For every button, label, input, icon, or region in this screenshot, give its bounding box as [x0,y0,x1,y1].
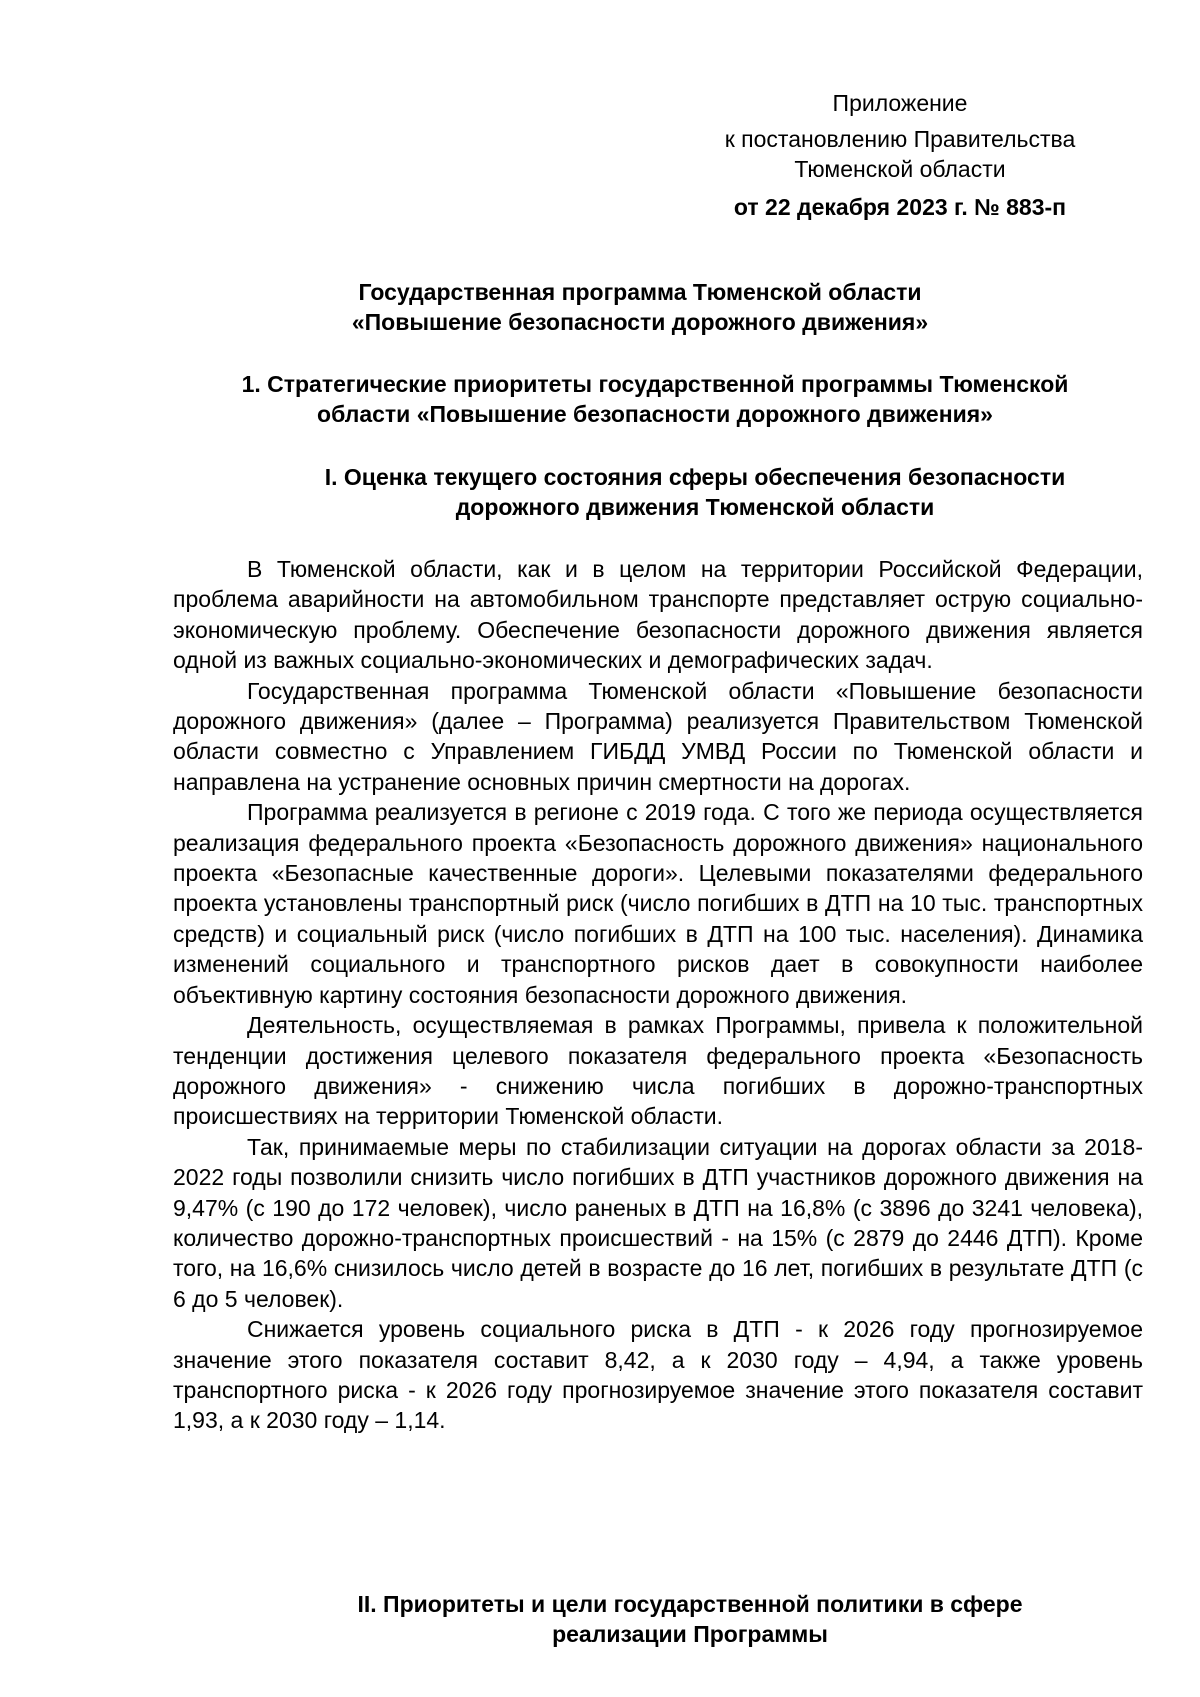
part1-title-line1: I. Оценка текущего состояния сферы обеспечения безопасности [324,464,1066,490]
paragraph: Государственная программа Тюменской области «Повышение безопасности дорожного движения» (далее – Программа) реализуется Правительством Тюменской области совместно с Управлением ГИБДД УМВД России по Тюменской области и направлена на устранение основных причин смертности на дорогах. [173,677,1143,795]
section1-title-line2: области «Повышение безопасности дорожного движения» [317,401,993,427]
paragraph: Снижается уровень социального риска в ДТП - к 2026 году прогнозируемое значение этого показателя составит 8,42, а к 2030 году – 4,94, а также уровень транспортного риска - к 2026 году прогнозируемое значение этого показателя составит 1,93, а к 2030 году – 1,14. [173,1316,1143,1434]
paragraph: Программа реализуется в регионе с 2019 года. С того же периода осуществляется реализация федерального проекта «Безопасность дорожного движения» национального проекта «Безопасные качественные дороги». Целевыми показателями федерального проекта установлены транспортный риск (число погибших в ДТП на 10 тыс. транспортных средств) и социальный риск (число погибших в ДТП на 100 тыс. населения). Динамика изменений социального и транспортного рисков дает в совокупности наиболее объективную картину состояния безопасности дорожного движения. [173,799,1143,1008]
appendix-label: Приложение [832,90,968,116]
appendix-region-line: Тюменской области [794,156,1006,182]
paragraph: Так, принимаемые меры по стабилизации ситуации на дорогах области за 2018-2022 годы позволили снизить число погибших в ДТП участников дорожного движения на 9,47% (с 190 до 172 человек), число раненых в ДТП на 16,8% (с 3896 до 3241 человека), количество дорожно-транспортных происшествий - на 15% (с 2879 до 2446 ДТП). Кроме того, на 16,6% снизилось число детей в возрасте до 16 лет, погибших в результате ДТП (с 6 до 5 человек). [173,1133,1143,1312]
paragraph: В Тюменской области, как и в целом на территории Российской Федерации, проблема аварийности на автомобильном транспорте представляет острую социально-экономическую проблему. Обеспечение безопасности дорожного движения является одной из важных социально-экономических и демографических задач. [173,556,1143,674]
paragraph: Деятельность, осуществляемая в рамках Программы, привела к положительной тенденции достижения целевого показателя федерального проекта «Безопасность дорожного движения» - снижению числа погибших в дорожно-транспортных происшествиях на территории Тюменской области. [173,1012,1143,1130]
program-title-line1: Государственная программа Тюменской области [358,279,922,305]
program-title [250,277,1030,337]
part1-title [255,462,1135,522]
part2-title-line2: реализации Программы [552,1621,828,1647]
section1-title [170,369,1140,429]
appendix-decree-line: к постановлению Правительства [724,126,1076,152]
part2-title-line1: II. Приоритеты и цели государственной политики в сфере [357,1591,1023,1617]
appendix-header [700,88,1100,222]
body-text [173,554,1143,1436]
program-title-line2: «Повышение безопасности дорожного движения» [351,309,929,335]
part2-title [290,1589,1090,1649]
part1-title-line2: дорожного движения Тюменской области [455,494,935,520]
appendix-date-number: от 22 декабря 2023 г. № 883-п [733,194,1067,220]
section1-title-line1: 1. Стратегические приоритеты государственной программы Тюменской [241,371,1069,397]
